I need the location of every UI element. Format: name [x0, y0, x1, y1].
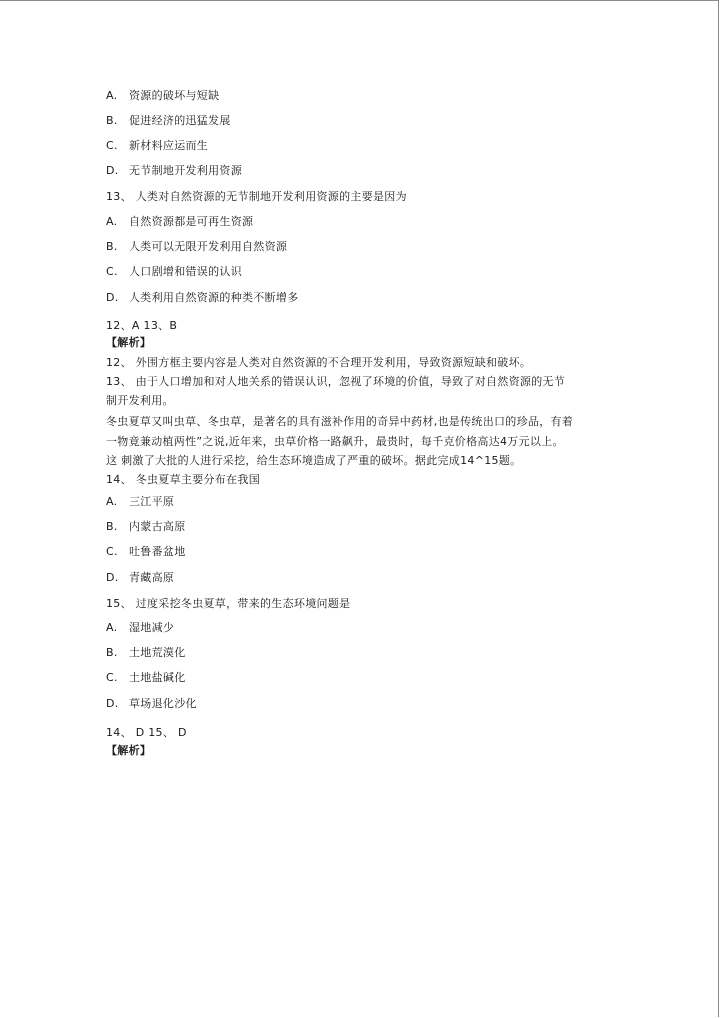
option-12-b [106, 114, 231, 128]
option-letter: D. [106, 164, 119, 177]
option-text: 促进经济的迅猛发展 [129, 114, 231, 127]
option-14-a [106, 495, 174, 509]
option-letter: C. [106, 265, 118, 278]
option-text: 人类可以无限开发利用自然资源 [129, 240, 288, 253]
question-14-stem: 14、 冬虫夏草主要分布在我国 [106, 473, 260, 486]
option-13-a [106, 215, 253, 229]
analysis-label: 【解析】 [106, 336, 152, 349]
option-12-a [106, 89, 219, 103]
option-15-c [106, 671, 186, 685]
option-12-d [106, 164, 242, 178]
option-letter: B. [106, 646, 118, 659]
option-text: 自然资源都是可再生资源 [129, 215, 254, 228]
option-text: 人口剧增和错误的认识 [129, 265, 242, 278]
option-text: 人类利用自然资源的种类不断增多 [129, 291, 299, 304]
option-15-d [106, 697, 197, 711]
question-13-stem: 13、 人类对自然资源的无节制地开发利用资源的主要是因为 [106, 190, 407, 203]
option-14-d [106, 571, 174, 585]
passage-line: 这 刺激了大批的人进行采挖，给生态环境造成了严重的破坏。据此完成14^15题。 [106, 454, 522, 467]
option-15-b [106, 646, 186, 660]
option-letter: C. [106, 545, 118, 558]
option-text: 青藏高原 [129, 571, 175, 584]
option-text: 无节制地开发利用资源 [129, 164, 242, 177]
option-text: 内蒙古高原 [129, 520, 186, 533]
option-text: 土地荒漠化 [129, 646, 186, 659]
option-letter: B. [106, 114, 118, 127]
analysis-line: 12、 外围方框主要内容是人类对自然资源的不合理开发利用，导致资源短缺和破坏。 [106, 356, 532, 369]
option-14-c [106, 545, 186, 559]
option-letter: A. [106, 621, 118, 634]
option-text: 三江平原 [129, 495, 175, 508]
option-15-a [106, 621, 174, 635]
option-letter: D. [106, 571, 119, 584]
option-text: 土地盐碱化 [129, 671, 186, 684]
answer-key-12-13: 12、A 13、B [106, 319, 178, 332]
option-letter: A. [106, 215, 118, 228]
question-15-stem: 15、 过度采挖冬虫夏草，带来的生态环境问题是 [106, 597, 351, 610]
option-text: 草场退化沙化 [129, 697, 197, 710]
option-13-c [106, 265, 242, 279]
option-text: 新材料应运而生 [129, 139, 209, 152]
analysis-label: 【解析】 [106, 744, 152, 757]
option-13-b [106, 240, 287, 254]
option-12-c [106, 139, 208, 153]
option-letter: B. [106, 520, 118, 533]
option-letter: D. [106, 697, 119, 710]
option-letter: D. [106, 291, 119, 304]
option-text: 资源的破坏与短缺 [129, 89, 220, 102]
option-13-d [106, 291, 299, 305]
option-text: 吐鲁番盆地 [129, 545, 186, 558]
analysis-line: 制开发利用。 [106, 394, 174, 407]
option-text: 湿地减少 [129, 621, 175, 634]
analysis-line: 13、 由于人口增加和对人地关系的错误认识，忽视了环境的价值，导致了对自然资源的无节 [106, 375, 566, 388]
option-letter: A. [106, 89, 118, 102]
answer-key-14-15: 14、 D 15、 D [106, 726, 187, 739]
option-14-b [106, 520, 186, 534]
option-letter: C. [106, 139, 118, 152]
option-letter: C. [106, 671, 118, 684]
passage-line: 冬虫夏草又叫虫草、冬虫草，是著名的具有滋补作用的奇异中药材,也是传统出口的珍品，有着 [106, 415, 574, 428]
option-letter: B. [106, 240, 118, 253]
passage-line: 一物竟兼动植两性”之说,近年来，虫草价格一路飙升，最贵时，每千克价格高达4万元以上。 [106, 435, 564, 448]
option-letter: A. [106, 495, 118, 508]
